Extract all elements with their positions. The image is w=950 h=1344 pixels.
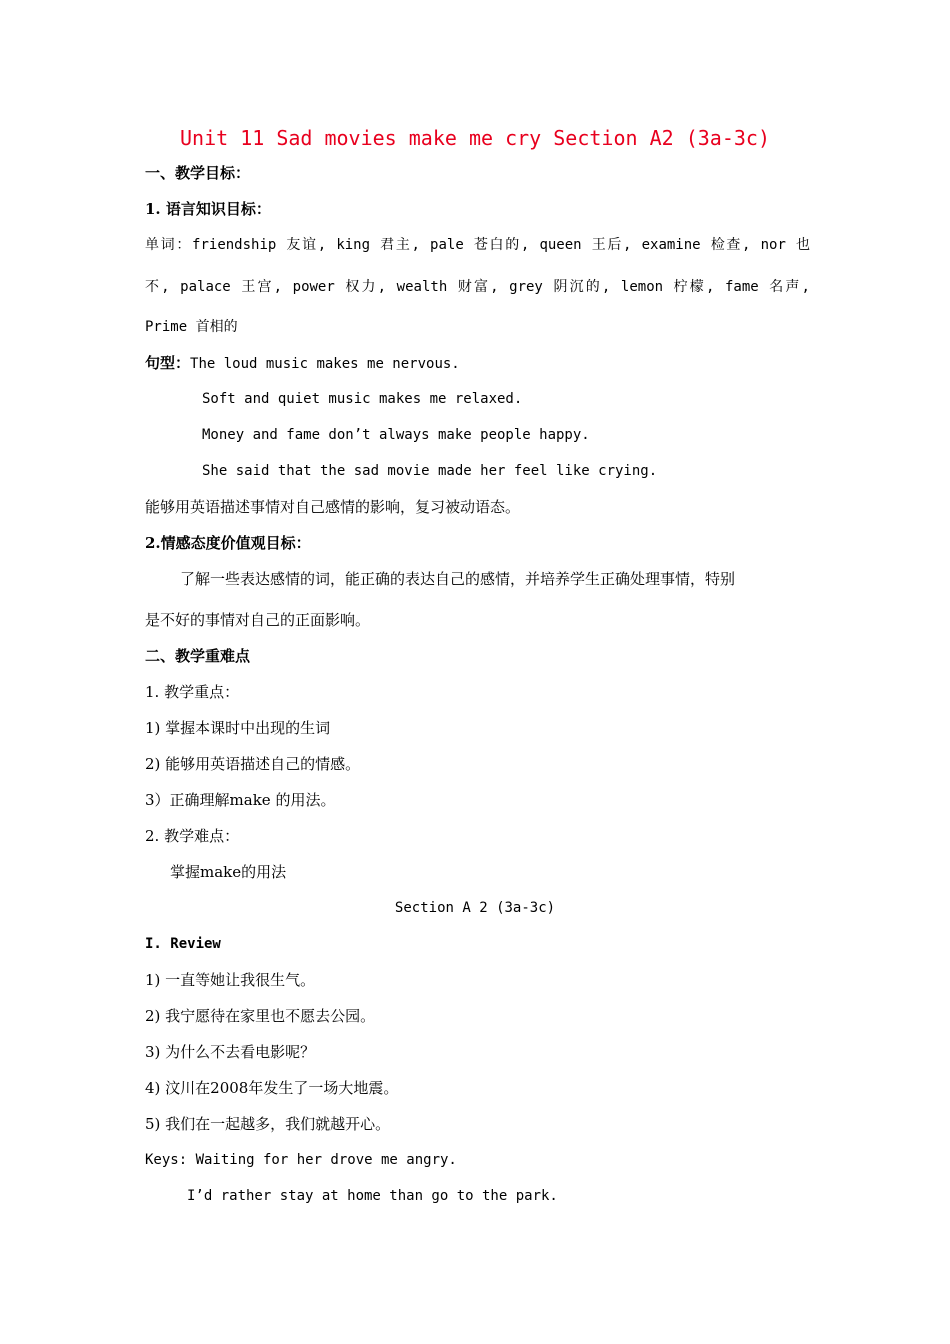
review-item-1: 1) 一直等她让我很生气。 bbox=[145, 971, 316, 989]
sentence-pattern-label: 句型： bbox=[145, 354, 191, 372]
section-heading: Section A 2 (3a-3c) bbox=[394, 900, 556, 916]
sentence-pattern-1: The loud music makes me nervous. bbox=[190, 356, 460, 372]
ability-objective: 能够用英语描述事情对自己感情的影响，复习被动语态。 bbox=[145, 498, 521, 516]
emotion-objective-line-1: 了解一些表达感情的词，能正确的表达自己的感情，并培养学生正确处理事情，特别 bbox=[180, 570, 736, 588]
heading-objectives: 一、教学目标： bbox=[145, 164, 251, 182]
sentence-pattern-4: She said that the sad movie made her feel like crying. bbox=[202, 463, 658, 479]
keys-line-2: I’d rather stay at home than go to the park. bbox=[187, 1188, 558, 1204]
document-title: Unit 11 Sad movies make me cry Section A2 (3a-3c) bbox=[179, 126, 770, 150]
vocabulary-line-2: 不, palace 王宫, power 权力, wealth 财富, grey 阴沉的, lemon 柠檬, fame 名声, bbox=[145, 279, 810, 295]
vocabulary-line-1: 单词：friendship 友谊, king 君主, pale 苍白的, queen 王后, examine 检查, nor 也 bbox=[145, 237, 810, 253]
review-item-5: 5) 我们在一起越多，我们就越开心。 bbox=[145, 1115, 391, 1133]
review-item-4: 4) 汶川在2008年发生了一场大地震。 bbox=[145, 1079, 399, 1097]
review-item-2: 2) 我宁愿待在家里也不愿去公园。 bbox=[145, 1007, 376, 1025]
heading-key-difficult-points: 二、教学重难点 bbox=[145, 647, 251, 665]
sentence-pattern-3: Money and fame don’t always make people happy. bbox=[202, 427, 590, 443]
keys-line-1: Keys: Waiting for her drove me angry. bbox=[145, 1152, 457, 1168]
difficult-points-title: 2. 教学难点： bbox=[145, 827, 240, 845]
key-point-2: 2) 能够用英语描述自己的情感。 bbox=[145, 755, 361, 773]
sentence-pattern-row bbox=[145, 352, 810, 375]
heading-knowledge-objectives: 1. 语言知识目标： bbox=[145, 200, 271, 218]
difficult-point-1: 掌握make的用法 bbox=[170, 863, 287, 881]
key-points-title: 1. 教学重点： bbox=[145, 683, 240, 701]
key-point-3: 3）正确理解make 的用法。 bbox=[145, 791, 336, 809]
emotion-objective-line-2: 是不好的事情对自己的正面影响。 bbox=[145, 611, 371, 629]
vocabulary-line-3: Prime 首相的 bbox=[145, 319, 238, 335]
review-item-3: 3) 为什么不去看电影呢？ bbox=[145, 1043, 316, 1061]
key-point-1: 1) 掌握本课时中出现的生词 bbox=[145, 719, 331, 737]
sentence-pattern-2: Soft and quiet music makes me relaxed. bbox=[202, 391, 523, 407]
review-heading: I. Review bbox=[145, 936, 221, 952]
heading-emotion-objectives: 2.情感态度价值观目标： bbox=[145, 534, 311, 552]
